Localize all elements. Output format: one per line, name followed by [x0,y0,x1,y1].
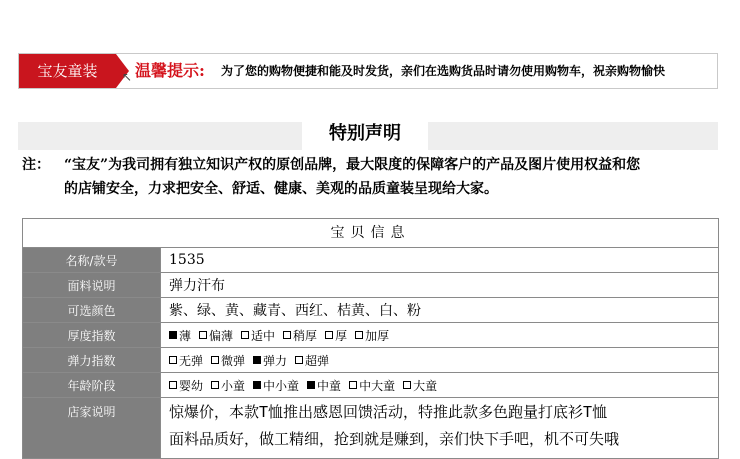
product-info-table [22,218,719,459]
option-label: 婴幼 [179,378,204,393]
shop-note-text [161,398,718,458]
row-value: 弹力汗布 [169,278,225,294]
option-label: 大童 [413,378,438,393]
thickness-row [23,323,718,348]
option-item [211,352,245,369]
info-table-heading: 宝贝信息 [23,219,718,248]
checked-box-icon [307,381,315,389]
unchecked-box-icon [283,331,291,339]
option-item [169,327,191,344]
option-label: 中大童 [359,378,396,393]
option-item [169,352,203,369]
unchecked-box-icon [199,331,207,339]
table-row [23,273,718,298]
option-label: 弹力 [263,353,288,368]
option-item [295,352,329,369]
option-label: 薄 [179,328,192,343]
tip-label: 温馨提示: [135,61,205,80]
note-line-2: 的店铺安全，力求把安全、舒适、健康、美观的品质童装呈现给大家。 [64,181,498,197]
option-label: 厚 [335,328,348,343]
option-label: 稍厚 [293,328,318,343]
shop-note-row [23,398,718,458]
option-label: 超弹 [305,353,330,368]
thickness-options [161,323,718,347]
elasticity-options [161,348,718,372]
mouse-cursor-icon: ↖ [122,70,133,84]
shop-note-line-2: 面料品质好，做工精细，抢到就是赚到，亲们快下手吧，机不可失哦 [169,430,620,448]
age-row [23,373,718,398]
row-label: 可选颜色 [23,298,161,322]
option-label: 微弹 [221,353,246,368]
option-item [403,377,437,394]
option-item [349,377,395,394]
option-label: 偏薄 [209,328,234,343]
option-item [325,327,347,344]
option-item [355,327,389,344]
option-item [169,377,203,394]
elasticity-row [23,348,718,373]
unchecked-box-icon [403,381,411,389]
option-item [307,377,341,394]
unchecked-box-icon [211,381,219,389]
option-label: 适中 [251,328,276,343]
unchecked-box-icon [241,331,249,339]
notice-banner [18,53,718,89]
unchecked-box-icon [169,356,177,364]
row-label: 弹力指数 [23,348,161,372]
option-item [199,327,233,344]
checked-box-icon [169,331,177,339]
row-label: 厚度指数 [23,323,161,347]
unchecked-box-icon [169,381,177,389]
unchecked-box-icon [355,331,363,339]
table-row [23,248,718,273]
brand-logo[interactable]: 宝友童装 [19,54,116,88]
section-title: 特别声明 [302,116,428,152]
option-label: 小童 [221,378,246,393]
unchecked-box-icon [211,356,219,364]
option-label: 中小童 [263,378,300,393]
row-label: 店家说明 [23,398,161,458]
checked-box-icon [253,381,261,389]
tip-text: 为了您的购物便捷和能及时发货，亲们在选购货品时请勿使用购物车，祝亲购物愉快 [221,64,666,78]
option-label: 无弹 [179,353,204,368]
option-label: 中童 [317,378,342,393]
option-item [283,327,317,344]
row-label: 名称/款号 [23,248,161,272]
option-item [253,377,299,394]
unchecked-box-icon [295,356,303,364]
option-item [253,352,287,369]
row-value: 紫、绿、黄、藏青、西红、桔黄、白、粉 [169,303,421,319]
checked-box-icon [253,356,261,364]
option-item [211,377,245,394]
statement-note [22,153,722,201]
option-label: 加厚 [365,328,390,343]
unchecked-box-icon [325,331,333,339]
row-value: 1535 [169,252,205,268]
unchecked-box-icon [349,381,357,389]
option-item [241,327,275,344]
note-label: 注： [22,157,50,173]
table-row [23,298,718,323]
row-label: 面料说明 [23,273,161,297]
shop-note-line-1: 惊爆价，本款T恤推出感恩回馈活动，特推此款多色跑量打底衫T恤 [169,403,608,421]
note-line-1: “宝友”为我司拥有独立知识产权的原创品牌，最大限度的保障客户的产品及图片使用权益和您 [64,157,641,173]
age-options [161,373,718,397]
row-label: 年龄阶段 [23,373,161,397]
